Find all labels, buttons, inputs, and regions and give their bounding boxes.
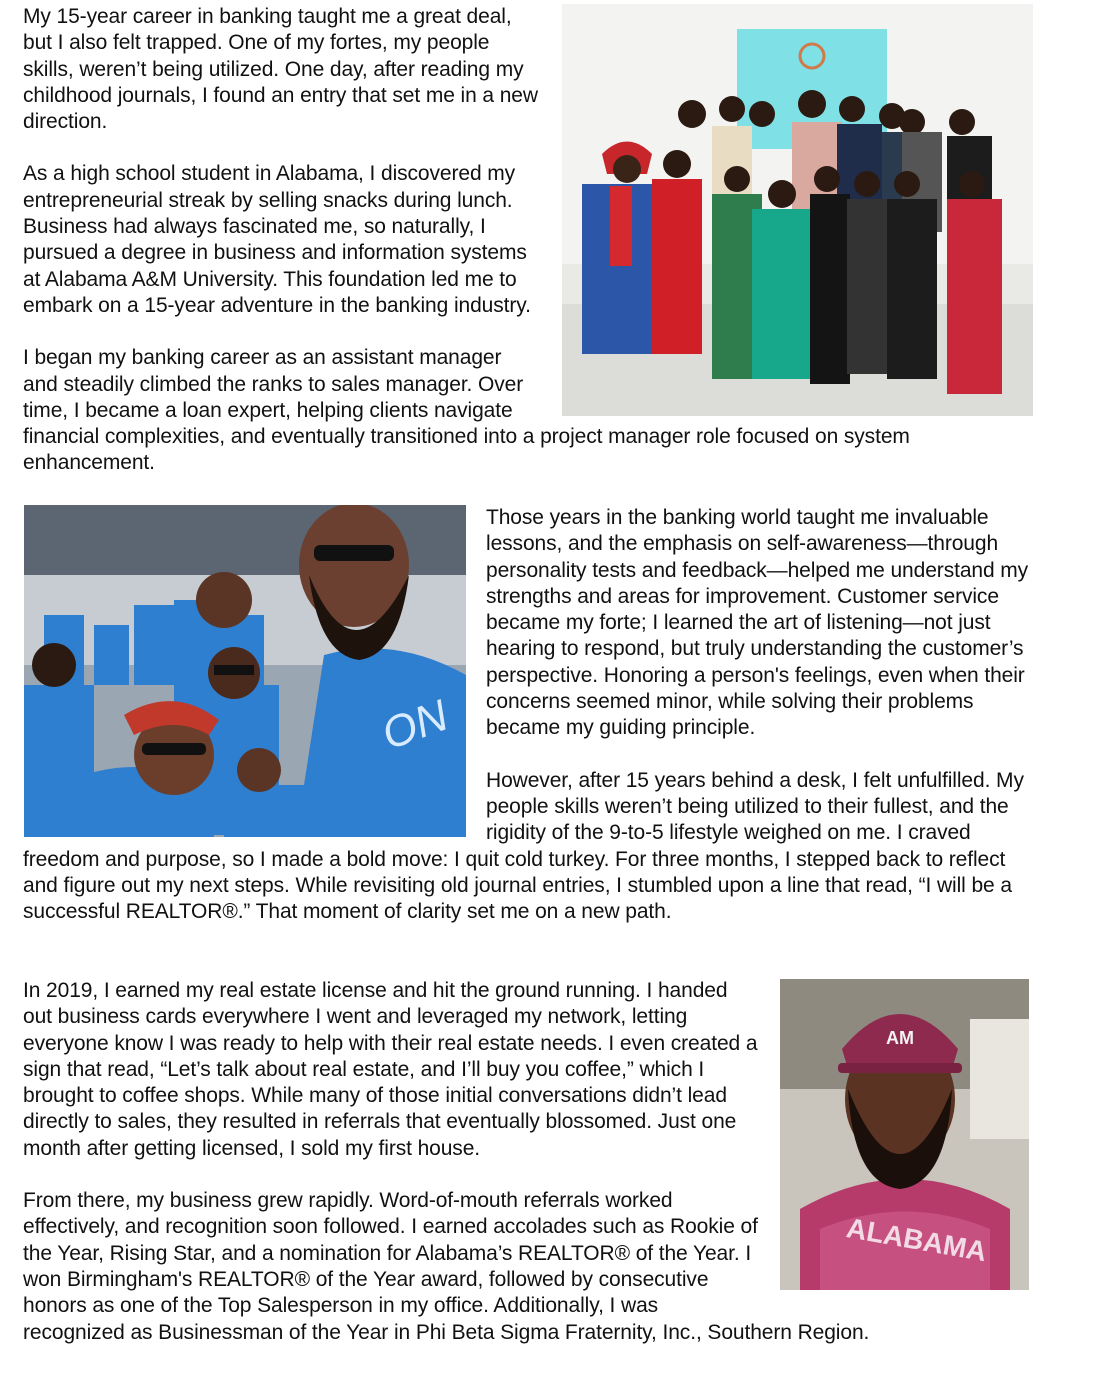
portrait-photo-icon (780, 979, 1029, 1290)
cruise-selfie-photo-icon (24, 505, 466, 837)
svg-text:ON: ON (375, 690, 455, 760)
paragraph-4: Those years in the banking world taught me invaluable lessons, and the emphasis on self-awareness—through personality tests and feedback—helped me understand my strengths and areas for improvement. Customer service became my forte; I learned the art of listening—not just hearing to respond, but truly understanding the customer’s perspective. Honoring a person's feelings, even when their concerns seemed minor, while solving their problems became my guiding principle. (486, 506, 1029, 740)
paragraph-2: As a high school student in Alabama, I discovered my entrepreneurial streak by selling snacks during lunch. Business had always fascinated me, so naturally, I pursued a degree in business and information systems at Alabama A&M University. This foundation led me to embark on a 15-year adventure in the banking industry. (23, 162, 531, 317)
shirt-lettering: ALABAMA (844, 1212, 990, 1268)
paragraph-1: My 15-year career in banking taught me a great deal, but I also felt trapped. One of my fortes, my people skills, weren’t being utilized. One day, after reading my childhood journals, I found an entry that set me in a new direction. (23, 5, 538, 134)
paragraph-6: In 2019, I earned my real estate license and hit the ground running. I handed out business cards everywhere I went and leveraged my network, letting everyone know I was ready to help with their real estate needs. I even created a sign that read, “Let’s talk about real estate, and I’ll buy you coffee,” which I brought to coffee shops. While many of those initial conversations didn’t lead directly to sales, they resulted in referrals that eventually blossomed. Just one month after getting licensed, I sold my first house. (23, 979, 758, 1160)
section-real-estate (23, 978, 1033, 1372)
paragraph-3: I began my banking career as an assistant manager and steadily climbed the ranks to sales manager. Over time, I became a loan expert, helping clients navigate financial complexities, and eventually transitioned into a project manager role focused on system enhancement. (23, 346, 910, 475)
section-banking-career (23, 4, 1033, 503)
paragraph-7: From there, my business grew rapidly. Word-of-mouth referrals worked effectively, and recognition soon followed. I earned accolades such as Rookie of the Year, Rising Star, and a nomination for Alabama’s REALTOR® of the Year. I won Birmingham's REALTOR® of the Year award, followed by consecutive honors as one of the Top Salesperson in my office. Additionally, I was recognized as Businessman of the Year in Phi Beta Sigma Fraternity, Inc., Southern Region. (23, 1189, 870, 1344)
group-photo-icon (562, 4, 1033, 416)
cap-monogram: AM (886, 1028, 914, 1048)
paragraph-5: However, after 15 years behind a desk, I felt unfulfilled. My people skills weren’t being utilized to their fullest, and the rigidity of the 9-to-5 lifestyle weighed on me. I craved freedom and purpose, so I made a bold move: I quit cold turkey. For three months, I stepped back to reflect and figure out my next steps. While revisiting old journal entries, I stumbled upon a line that read, “I will be a successful REALTOR®.” That moment of clarity set me on a new path. (23, 768, 1024, 924)
section-customer-service (23, 505, 1033, 951)
